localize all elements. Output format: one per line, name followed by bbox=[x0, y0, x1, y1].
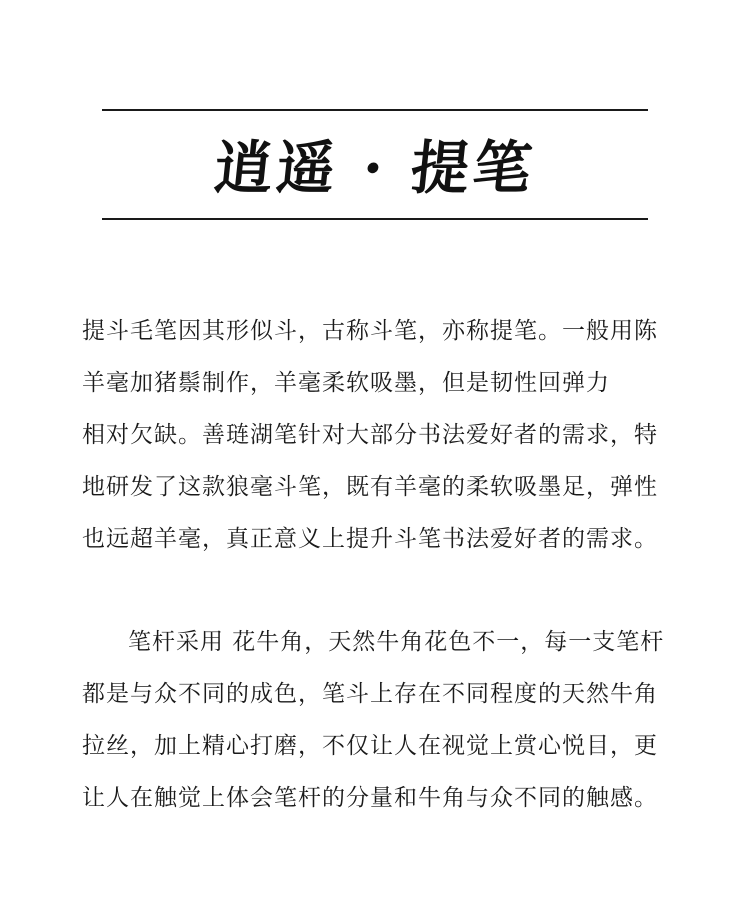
paragraph-line: 笔杆采用 花牛角，天然牛角花色不一，每一支笔杆 bbox=[128, 629, 665, 655]
paragraph-line: 拉丝，加上精心打磨，不仅让人在视觉上赏心悦目，更 bbox=[82, 733, 658, 759]
paragraph-line: 都是与众不同的成色，笔斗上存在不同程度的天然牛角 bbox=[82, 681, 658, 707]
handle-paragraph bbox=[82, 616, 702, 824]
paragraph-line: 相对欠缺。善琏湖笔针对大部分书法爱好者的需求，特 bbox=[82, 422, 658, 448]
paragraph-line: 地研发了这款狼毫斗笔，既有羊毫的柔软吸墨足，弹性 bbox=[82, 474, 658, 500]
paragraph-line: 也远超羊毫，真正意义上提升斗笔书法爱好者的需求。 bbox=[82, 526, 658, 552]
intro-paragraph bbox=[82, 305, 702, 565]
paragraph-line: 让人在触觉上体会笔杆的分量和牛角与众不同的触感。 bbox=[82, 785, 658, 811]
page-title: 逍遥 · 提笔 bbox=[211, 134, 539, 202]
paragraph-line: 羊毫加猪鬃制作，羊毫柔软吸墨，但是韧性回弹力 bbox=[82, 370, 610, 396]
paragraph-line: 提斗毛笔因其形似斗，古称斗笔，亦称提笔。一般用陈 bbox=[82, 318, 658, 344]
title-bottom-divider bbox=[102, 218, 648, 220]
title-top-divider bbox=[102, 109, 648, 111]
